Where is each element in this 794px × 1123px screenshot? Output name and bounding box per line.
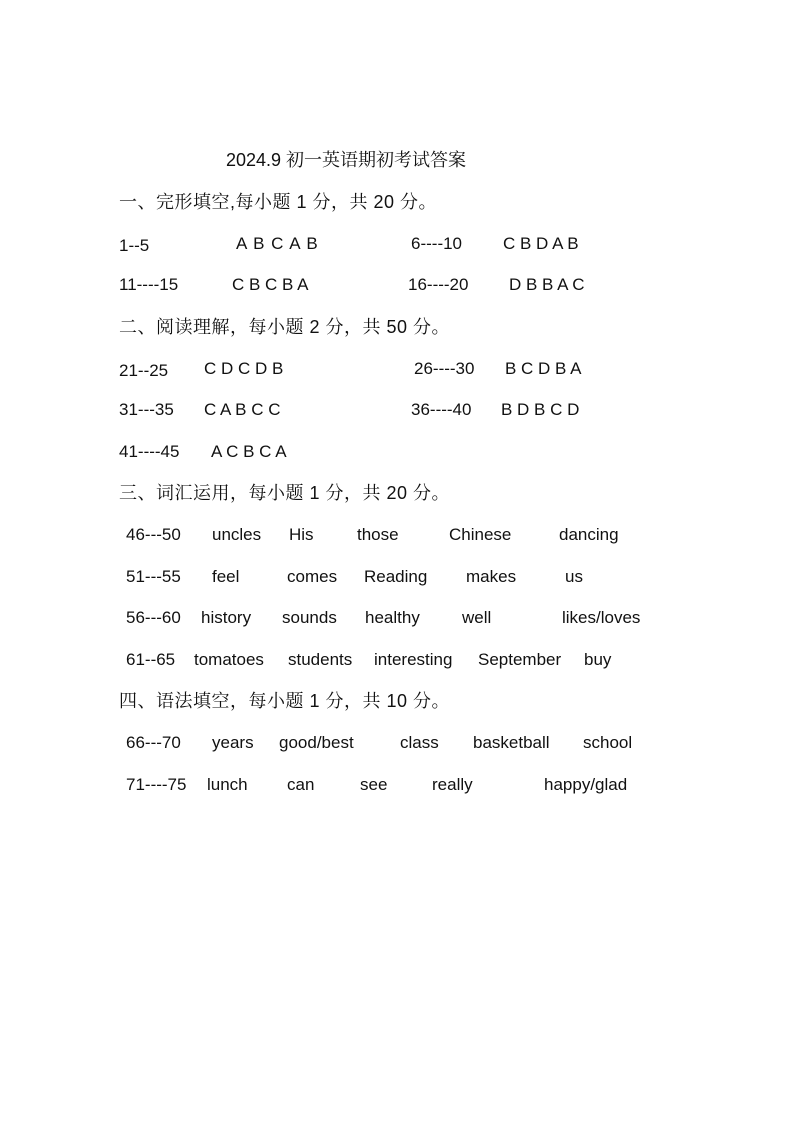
answer-word: see — [360, 775, 388, 794]
answer-letters: C D C D B — [204, 359, 284, 378]
answer-letters: C A B C C — [204, 400, 281, 419]
answer-word: us — [565, 567, 583, 586]
answer-word: well — [462, 608, 492, 627]
question-range: 36----40 — [411, 400, 472, 419]
answer-word: class — [400, 733, 439, 752]
answer-word: September — [478, 650, 562, 669]
answer-letters: C B D A B — [503, 234, 579, 253]
answer-word: can — [287, 775, 315, 794]
question-range: 6----10 — [411, 234, 463, 253]
section-heading-vocabulary: 三、词汇运用，每小题 1 分，共 20 分。 — [119, 483, 451, 503]
question-range: 1--5 — [119, 236, 150, 255]
answer-word: likes/loves — [562, 608, 641, 627]
answer-word: years — [212, 733, 254, 752]
answer-word: feel — [212, 567, 240, 586]
page-title: 2024.9 初一英语期初考试答案 — [226, 150, 467, 170]
question-range: 56---60 — [126, 608, 181, 627]
question-range: 11----15 — [119, 275, 179, 294]
answer-letters: A C B C A — [211, 442, 287, 461]
answer-word: lunch — [207, 775, 248, 794]
question-range: 31---35 — [119, 400, 174, 419]
answer-word: happy/glad — [544, 775, 628, 794]
answer-word: really — [432, 775, 473, 794]
question-range: 51---55 — [126, 567, 181, 586]
question-range: 21--25 — [119, 361, 169, 380]
answer-word: Chinese — [449, 525, 512, 544]
section-heading-cloze: 一、完形填空,每小题 1 分，共 20 分。 — [119, 192, 438, 212]
answer-letters: D B B A C — [509, 275, 585, 294]
question-range: 41----45 — [119, 442, 180, 461]
answer-word: tomatoes — [194, 650, 264, 669]
answer-word: students — [288, 650, 353, 669]
question-range: 46---50 — [126, 525, 181, 544]
answer-word: interesting — [374, 650, 453, 669]
question-range: 71----75 — [126, 775, 187, 794]
answer-word: school — [583, 733, 633, 752]
answer-letters: C B C B A — [232, 275, 309, 294]
answer-word: dancing — [559, 525, 619, 544]
answer-word: Reading — [364, 567, 428, 586]
answer-word: basketball — [473, 733, 550, 752]
answer-word: buy — [584, 650, 612, 669]
answer-word: His — [289, 525, 314, 544]
answer-word: uncles — [212, 525, 262, 544]
answer-word: makes — [466, 567, 517, 586]
answer-letters: B C D B A — [505, 359, 582, 378]
question-range: 26----30 — [414, 359, 475, 378]
answer-word: those — [357, 525, 399, 544]
question-range: 66---70 — [126, 733, 181, 752]
answer-word: comes — [287, 567, 338, 586]
section-heading-grammar: 四、语法填空，每小题 1 分，共 10 分。 — [119, 691, 451, 711]
answer-word: history — [201, 608, 252, 627]
question-range: 61--65 — [126, 650, 176, 669]
answer-letters: B D B C D — [501, 400, 580, 419]
section-heading-reading: 二、阅读理解，每小题 2 分，共 50 分。 — [119, 317, 451, 337]
answer-word: healthy — [365, 608, 420, 627]
answer-word: sounds — [282, 608, 337, 627]
answer-letters: A B C A B — [236, 234, 318, 253]
answer-word: good/best — [279, 733, 354, 752]
question-range: 16----20 — [408, 275, 469, 294]
